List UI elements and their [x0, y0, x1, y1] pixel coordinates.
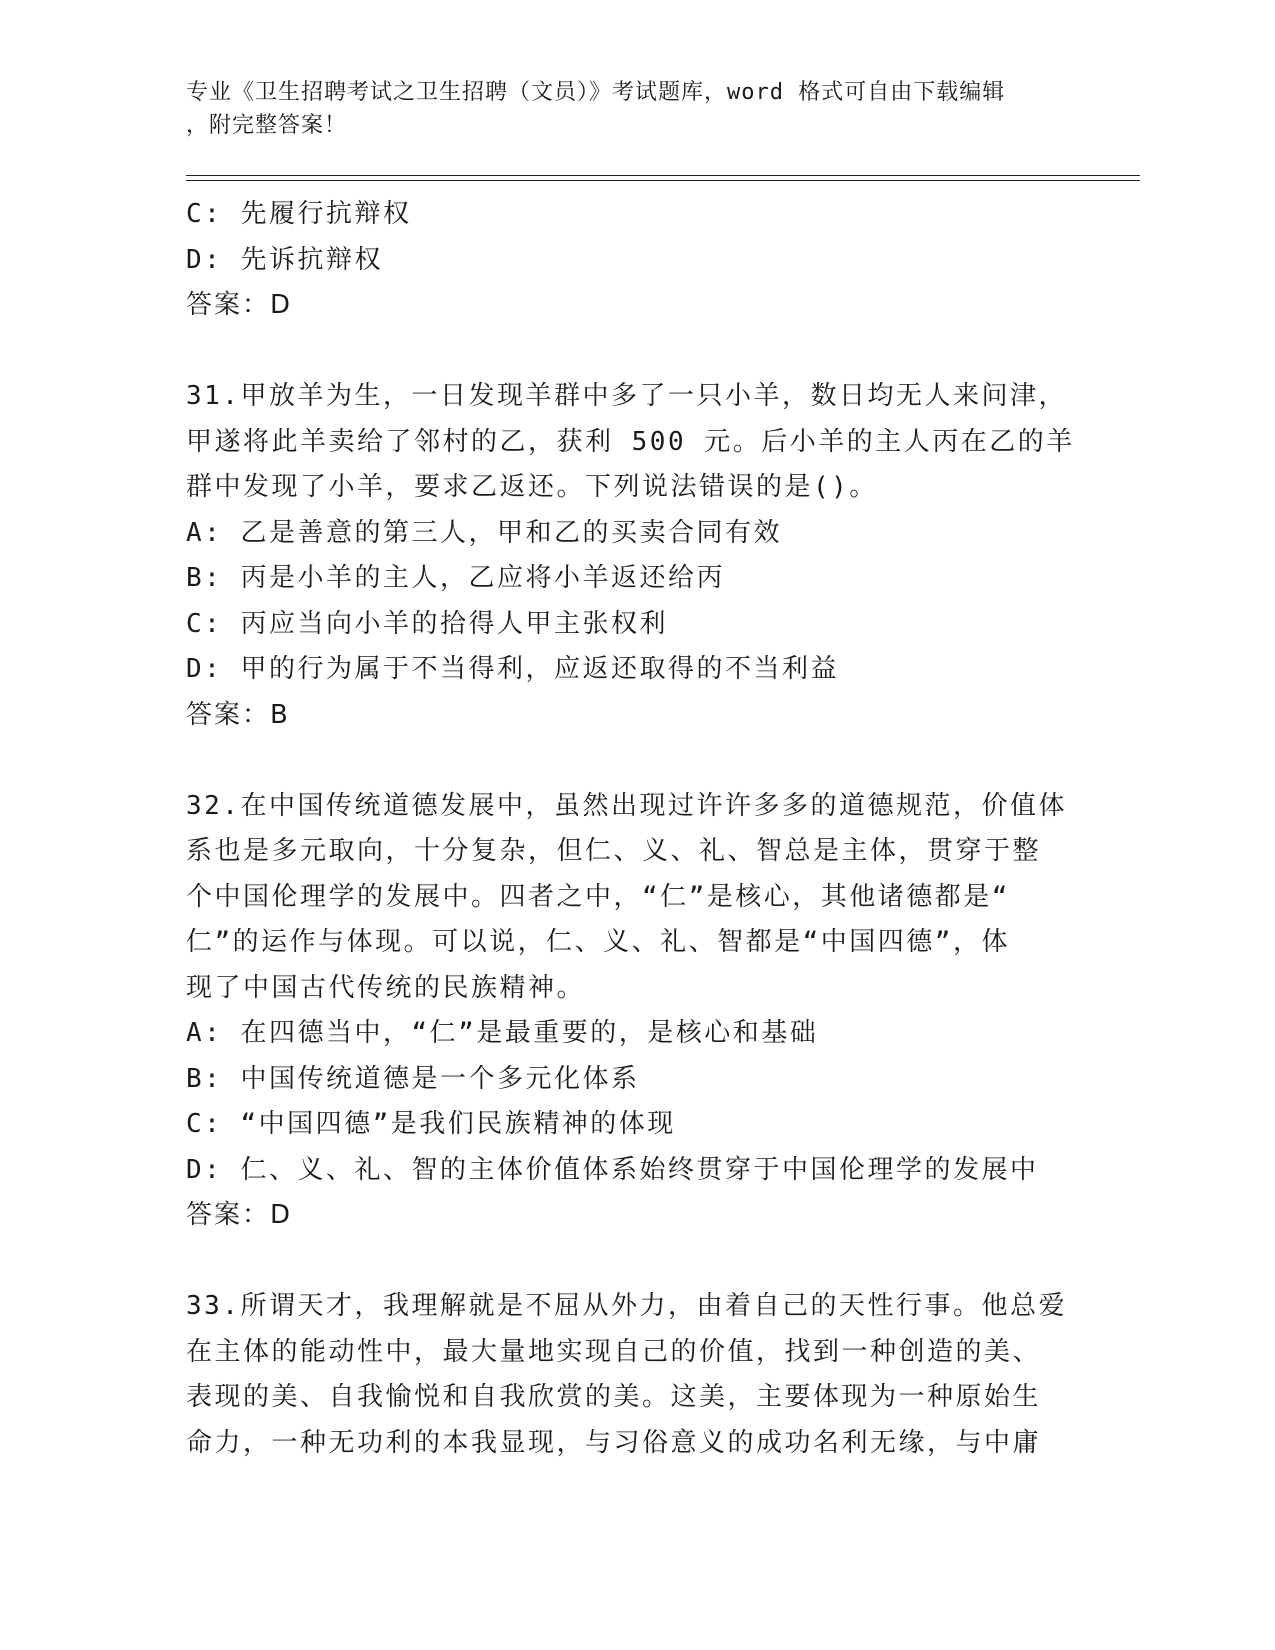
question-32-option-c: C: “中国四德”是我们民族精神的体现	[186, 1109, 676, 1139]
question-31-option-c: C: 丙应当向小羊的拾得人甲主张权利	[186, 608, 668, 639]
prev-option-c: C: 先履行抗辩权	[186, 199, 412, 229]
question-32-option-a: A: 在四德当中，“仁”是最重要的，是核心和基础	[186, 1018, 819, 1048]
question-33-text-line: 表现的美、自我愉悦和自我欣赏的美。这美，主要体现为一种原始生	[186, 1382, 1042, 1412]
question-33-text-line: 33.所谓天才，我理解就是不屈从外力，由着自己的天性行事。他总爱	[186, 1291, 1067, 1321]
question-32-text-line: 个中国伦理学的发展中。四者之中，“仁”是核心，其他诸德都是“	[186, 881, 1010, 912]
question-33-text-line: 命力，一种无功利的本我显现，与习俗意义的成功名利无缘，与中庸	[186, 1427, 1042, 1458]
question-31-option-a: A: 乙是善意的第三人，甲和乙的买卖合同有效	[186, 517, 782, 548]
question-32-text-line: 32.在中国传统道德发展中，虽然出现过许许多多的道德规范，价值体	[186, 790, 1067, 821]
spacer	[186, 1239, 1086, 1285]
question-31-option-d: D: 甲的行为属于不当得利，应返还取得的不当利益	[186, 654, 839, 684]
question-32	[186, 784, 1086, 1239]
header-rule-top	[186, 175, 1140, 176]
prev-answer: 答案：D	[186, 290, 293, 320]
question-31-option-b: B: 丙是小羊的主人，乙应将小羊返还给丙	[186, 563, 725, 593]
question-31-answer: 答案：B	[186, 699, 290, 730]
header-rule-bottom	[186, 180, 1140, 181]
header-line-1: 专业《卫生招聘考试之卫生招聘（文员）》考试题库，word 格式可自由下载编辑	[186, 80, 1006, 105]
question-33-text-line: 在主体的能动性中，最大量地实现自己的价值，找到一种创造的美、	[186, 1336, 1042, 1367]
question-31-text-line: 群中发现了小羊，要求乙返还。下列说法错误的是()。	[186, 472, 878, 502]
page-header	[186, 76, 1066, 142]
header-line-2: ，附完整答案！	[186, 113, 348, 138]
question-33	[186, 1284, 1086, 1466]
question-32-text-line: 系也是多元取向，十分复杂，但仁、义、礼、智总是主体，贯穿于整	[186, 836, 1042, 866]
document-body	[186, 192, 1086, 1466]
spacer	[186, 329, 1086, 375]
question-31-text-line: 甲遂将此羊卖给了邻村的乙，获利 500 元。后小羊的主人丙在乙的羊	[186, 426, 1075, 457]
prev-option-d: D: 先诉抗辩权	[186, 244, 383, 275]
question-31-text-line: 31.甲放羊为生，一日发现羊群中多了一只小羊，数日均无人来问津，	[186, 381, 1067, 411]
question-32-text-line: 现了中国古代传统的民族精神。	[186, 972, 586, 1003]
question-32-option-b: B: 中国传统道德是一个多元化体系	[186, 1063, 640, 1094]
question-31	[186, 374, 1086, 738]
spacer	[186, 738, 1086, 784]
question-32-text-line: 仁”的运作与体现。可以说，仁、义、礼、智都是“中国四德”，体	[186, 927, 1010, 957]
question-32-option-d: D: 仁、义、礼、智的主体价值体系始终贯穿于中国伦理学的发展中	[186, 1154, 1039, 1185]
question-32-answer: 答案：D	[186, 1200, 293, 1230]
